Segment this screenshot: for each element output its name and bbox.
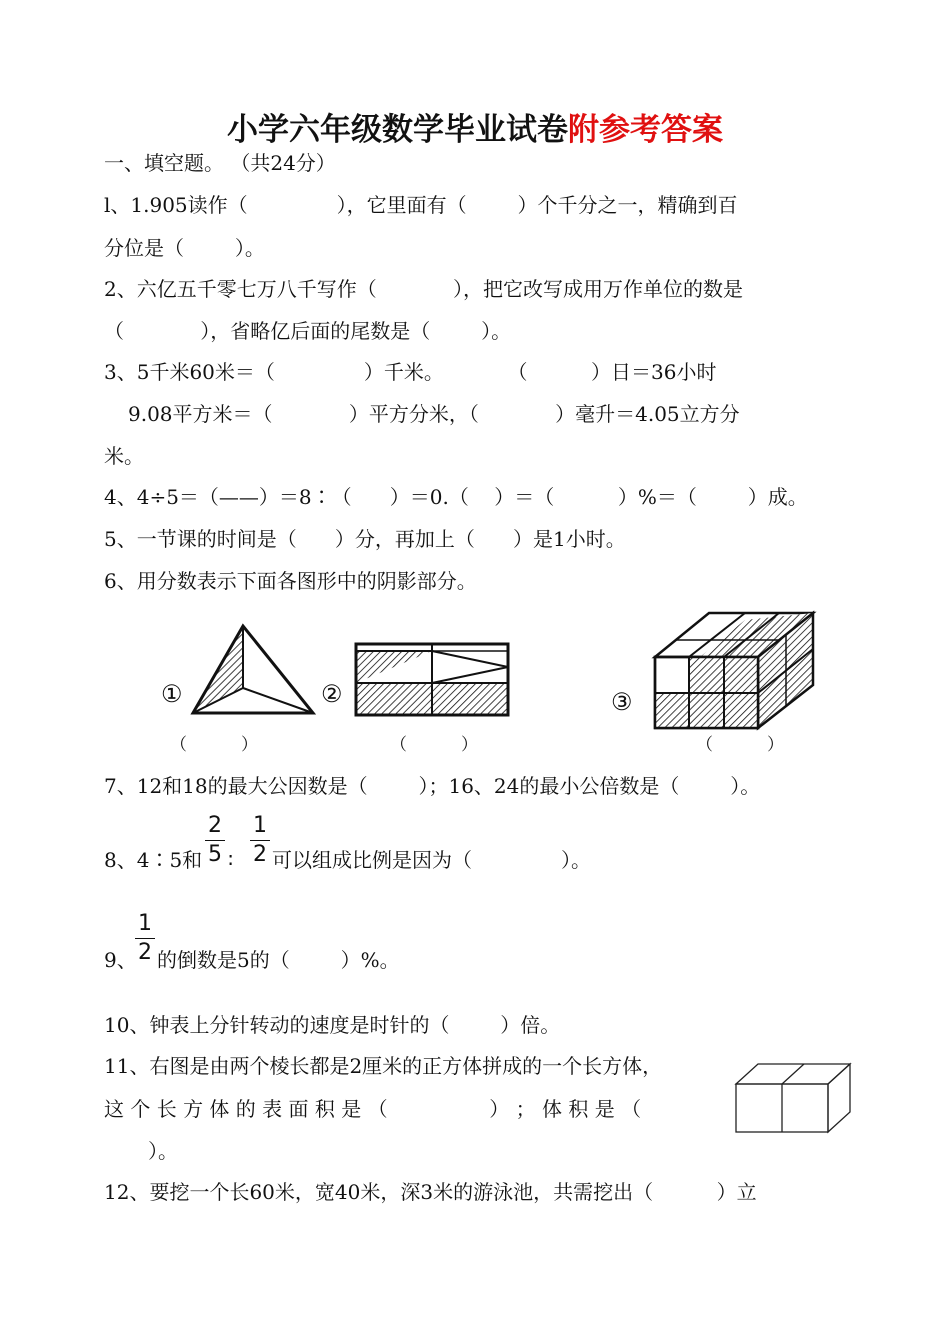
fig-blank-1: （ ） xyxy=(170,735,259,755)
fig-label-2: ② xyxy=(321,680,343,708)
rectangle-figure xyxy=(356,644,508,715)
q11-line3: ）。 xyxy=(148,1139,178,1163)
q3-line3: 米。 xyxy=(104,444,144,468)
two-cube-figure xyxy=(730,1060,860,1140)
q8-colon: ∶ xyxy=(228,848,234,872)
q1-line1: l、1.905读作（ ），它里面有（ ）个千分之一，精确到百 xyxy=(104,193,738,217)
q9-frac-den: 2 xyxy=(138,940,152,965)
title-main: 小学六年级数学毕业试卷 xyxy=(227,112,568,148)
triangle-figure xyxy=(193,626,313,713)
q8-frac2-num: 1 xyxy=(253,813,267,838)
fig-label-1: ① xyxy=(161,680,183,708)
q2-line2: （ ），省略亿后面的尾数是（ ）。 xyxy=(104,319,512,343)
fig-label-3: ③ xyxy=(611,688,633,716)
q3-line2: 9.08平方米＝（ ）平方分米，（ ）毫升＝4.05立方分 xyxy=(128,402,740,426)
q11-line1: 11、右图是由两个棱长都是2厘米的正方体拼成的一个长方体， xyxy=(104,1054,663,1078)
q12: 12、要挖一个长60米，宽40米，深3米的游泳池，共需挖出（ ）立 xyxy=(104,1180,757,1204)
q8-frac2-bar xyxy=(250,840,270,841)
q4: 4、4÷5＝（——）＝8∶（ ）＝0.（ ）＝（ ）%＝（ ）成。 xyxy=(104,485,808,509)
q2-line1: 2、六亿五千零七万八千写作（ ），把它改写成用万作单位的数是 xyxy=(104,277,744,301)
q6-text: 6、用分数表示下面各图形中的阴影部分。 xyxy=(104,569,477,593)
q8-prefix: 8、4∶5和 xyxy=(104,848,203,872)
q3-line1: 3、5千米60米＝（ ）千米。 （ ）日＝36小时 xyxy=(104,360,717,384)
q9-frac-bar xyxy=(135,938,155,939)
q8-frac2-den: 2 xyxy=(253,842,267,867)
q5: 5、一节课的时间是（ ）分，再加上（ ）是1小时。 xyxy=(104,527,626,551)
fig-blank-3: （ ） xyxy=(696,735,785,755)
q9-frac-num: 1 xyxy=(138,911,152,936)
section-heading: 一、填空题。 （共24分） xyxy=(104,151,336,175)
q8-suffix: 可以组成比例是因为（ ）。 xyxy=(272,848,592,872)
q1-line2: 分位是（ ）。 xyxy=(104,236,265,260)
q8-frac1-den: 5 xyxy=(208,842,222,867)
q9-suffix: 的倒数是5的（ ）%。 xyxy=(157,948,400,972)
q8-frac1-bar xyxy=(205,840,225,841)
q11-line2: 这 个 长 方 体 的 表 面 积 是 （ ） ； 体 积 是 （ xyxy=(104,1097,642,1121)
fig-blank-2: （ ） xyxy=(390,735,479,755)
rect-shaded-top-strip-left xyxy=(356,651,432,683)
q9-prefix: 9、 xyxy=(104,948,137,972)
page-title xyxy=(0,110,950,150)
title-highlight: 附参考答案 xyxy=(568,112,723,148)
rect-shaded-bottom-right xyxy=(432,683,508,715)
q7: 7、12和18的最大公因数是（ ）；16、24的最小公倍数是（ ）。 xyxy=(104,774,761,798)
q10: 10、钟表上分针转动的速度是时针的（ ）倍。 xyxy=(104,1013,561,1037)
q8-frac1-num: 2 xyxy=(208,813,222,838)
cuboid-figure xyxy=(655,613,813,728)
